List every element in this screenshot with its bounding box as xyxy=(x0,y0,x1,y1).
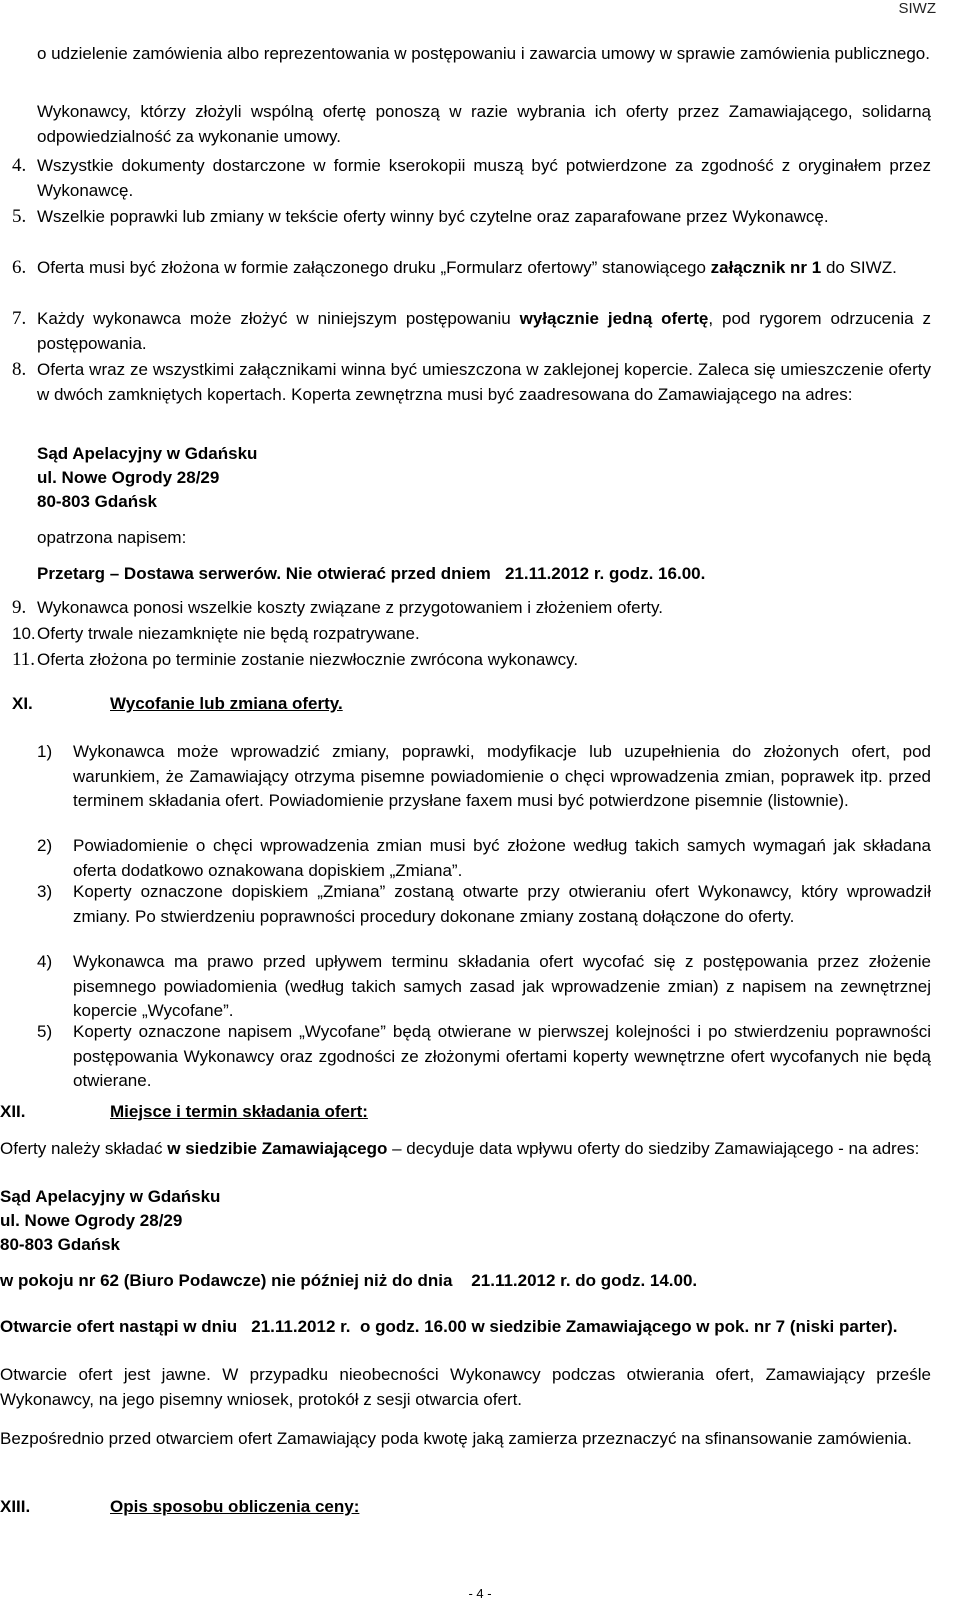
envelope-label: Przetarg – Dostawa serwerów. Nie otwierać przed dniem 21.11.2012 r. godz. 16.00. xyxy=(37,564,706,583)
list-number: 4) xyxy=(37,952,53,971)
label-napisem: opatrzona napisem: xyxy=(37,528,187,547)
item-number: 8. xyxy=(12,359,27,380)
section-title: Miejsce i termin składania ofert: xyxy=(110,1102,368,1121)
section-number: XI. xyxy=(12,694,33,713)
item-text-part: , pod rygorem odrzucenia z postępowania. xyxy=(37,309,932,353)
paragraph-joint-offer: Wykonawcy, którzy złożyli wspólną ofertę ponoszą w razie wybrania ich oferty przez Zamawiającego, solidarną odpowiedzialność za wykonanie umowy. xyxy=(37,102,931,146)
item-text: Wykonawca ponosi wszelkie koszty związane z przygotowaniem i złożeniem oferty. xyxy=(37,598,663,617)
address-line: ul. Nowe Ogrody 28/29 xyxy=(37,468,220,487)
text-part: – decyduje data wpływu oferty do siedziby Zamawiającego - na adres: xyxy=(387,1139,920,1158)
list-item: Koperty oznaczone dopiskiem „Zmiana” zostaną otwarte przy otwieraniu ofert Wykonawcy, który wprowadził zmiany. Po stwierdzeniu poprawności procedury dokonane zmiany zostaną dołączone do oferty. xyxy=(73,882,931,926)
item-number: 9. xyxy=(12,597,27,618)
section-title: Opis sposobu obliczenia ceny: xyxy=(110,1497,360,1516)
list-item: Wykonawca może wprowadzić zmiany, poprawki, modyfikacje lub uzupełnienia do złożonych ofert, pod warunkiem, że Zamawiający otrzyma pisemne powiadomienie o chęci wprowadzenia zmian, poprawek itp. przed terminem składania ofert. Powiadomienie przysłane faxem musi być potwierdzone pisemnie (listownie). xyxy=(73,742,931,810)
deadline-line: w pokoju nr 62 (Biuro Podawcze) nie później niż do dnia 21.11.2012 r. do godz. 14.00. xyxy=(0,1271,698,1290)
item-text: Oferta złożona po terminie zostanie niezwłocznie zwrócona wykonawcy. xyxy=(37,650,579,669)
text-part: Oferty należy składać xyxy=(0,1139,168,1158)
list-item: Wykonawca ma prawo przed upływem terminu składania ofert wycofać się z postępowania przez złożenie pisemnego powiadomienia (według takich samych zasad jak wprowadzenie zmian) z napisem na zewnętrznej kopercie „Wycofane”. xyxy=(73,952,931,1020)
item-text-bold: wyłącznie jedną ofertę xyxy=(519,309,709,328)
paragraph-where xyxy=(0,1137,931,1162)
list-item: Koperty oznaczone napisem „Wycofane” będą otwierane w pierwszej kolejności i po stwierdzeniu poprawności postępowania Wykonawcy oraz zgodności ze złożonymi ofertami koperty wewnętrzne ofert wycofanych nie będą otwierane. xyxy=(73,1022,931,1090)
opening-info: Otwarcie ofert nastąpi w dniu 21.11.2012 r. o godz. 16.00 w siedzibie Zamawiającego w pok. nr 7 (niski parter). xyxy=(0,1317,898,1336)
paragraph-opening: Otwarcie ofert jest jawne. W przypadku nieobecności Wykonawcy podczas otwierania ofert, Zamawiający prześle Wykonawcy, na jego pisemny wniosek, protokół z sesji otwarcia ofert. xyxy=(0,1365,931,1409)
item-text: Oferta wraz ze wszystkimi załącznikami winna być umieszczona w zaklejonej kopercie. Zaleca się umieszczenie oferty w dwóch zamkniętych kopertach. Koperta zewnętrzna musi być zaadresowana do Zamawiającego na adres: xyxy=(37,360,931,404)
section-number: XIII. xyxy=(0,1497,31,1516)
item-text: Wszystkie dokumenty dostarczone w formie kserokopii muszą być potwierdzone za zgodność z oryginałem przez Wykonawcę. xyxy=(37,156,931,200)
item-number: 11. xyxy=(12,649,36,670)
item-number: 10. xyxy=(12,624,36,643)
item-text: Wszelkie poprawki lub zmiany w tekście oferty winny być czytelne oraz zaparafowane przez Wykonawcę. xyxy=(37,207,829,226)
header-label: SIWZ xyxy=(898,0,936,17)
address-line: Sąd Apelacyjny w Gdańsku xyxy=(37,444,258,463)
address-line: 80-803 Gdańsk xyxy=(0,1235,121,1254)
address-line: 80-803 Gdańsk xyxy=(37,492,158,511)
item-text-part: Każdy wykonawca może złożyć w niniejszym postępowaniu xyxy=(37,309,520,328)
address-line: ul. Nowe Ogrody 28/29 xyxy=(0,1211,183,1230)
item-text-part: do SIWZ. xyxy=(821,258,897,277)
section-number: XII. xyxy=(0,1102,26,1121)
item-text: Oferty trwale niezamknięte nie będą rozpatrywane. xyxy=(37,624,420,643)
item-number: 4. xyxy=(12,155,27,176)
item-number: 7. xyxy=(12,308,27,329)
item-text-bold: załącznik nr 1 xyxy=(710,258,822,277)
text-bold: w siedzibie Zamawiającego xyxy=(167,1139,388,1158)
page-number: - 4 - xyxy=(468,1586,492,1601)
item-text xyxy=(37,256,931,281)
item-text-part: Oferta musi być złożona w formie załączonego druku „Formularz ofertowy” stanowiącego xyxy=(37,258,711,277)
list-item: Powiadomienie o chęci wprowadzenia zmian musi być złożone według takich samych wymagań jak składana oferta dodatkowo oznakowana dopiskiem „Zmiana”. xyxy=(73,836,931,880)
address-line: Sąd Apelacyjny w Gdańsku xyxy=(0,1187,221,1206)
list-number: 2) xyxy=(37,836,53,855)
item-number: 5. xyxy=(12,206,27,227)
item-text xyxy=(37,307,931,356)
list-number: 3) xyxy=(37,882,53,901)
section-title: Wycofanie lub zmiana oferty. xyxy=(110,694,343,713)
paragraph-continuation: o udzielenie zamówienia albo reprezentowania w postępowaniu i zawarcia umowy w sprawie zamówienia publicznego. xyxy=(37,44,930,63)
paragraph-budget: Bezpośrednio przed otwarciem ofert Zamawiający poda kwotę jaką zamierza przeznaczyć na sfinansowanie zamówienia. xyxy=(0,1429,912,1448)
item-number: 6. xyxy=(12,257,27,278)
list-number: 1) xyxy=(37,742,53,761)
list-number: 5) xyxy=(37,1022,53,1041)
